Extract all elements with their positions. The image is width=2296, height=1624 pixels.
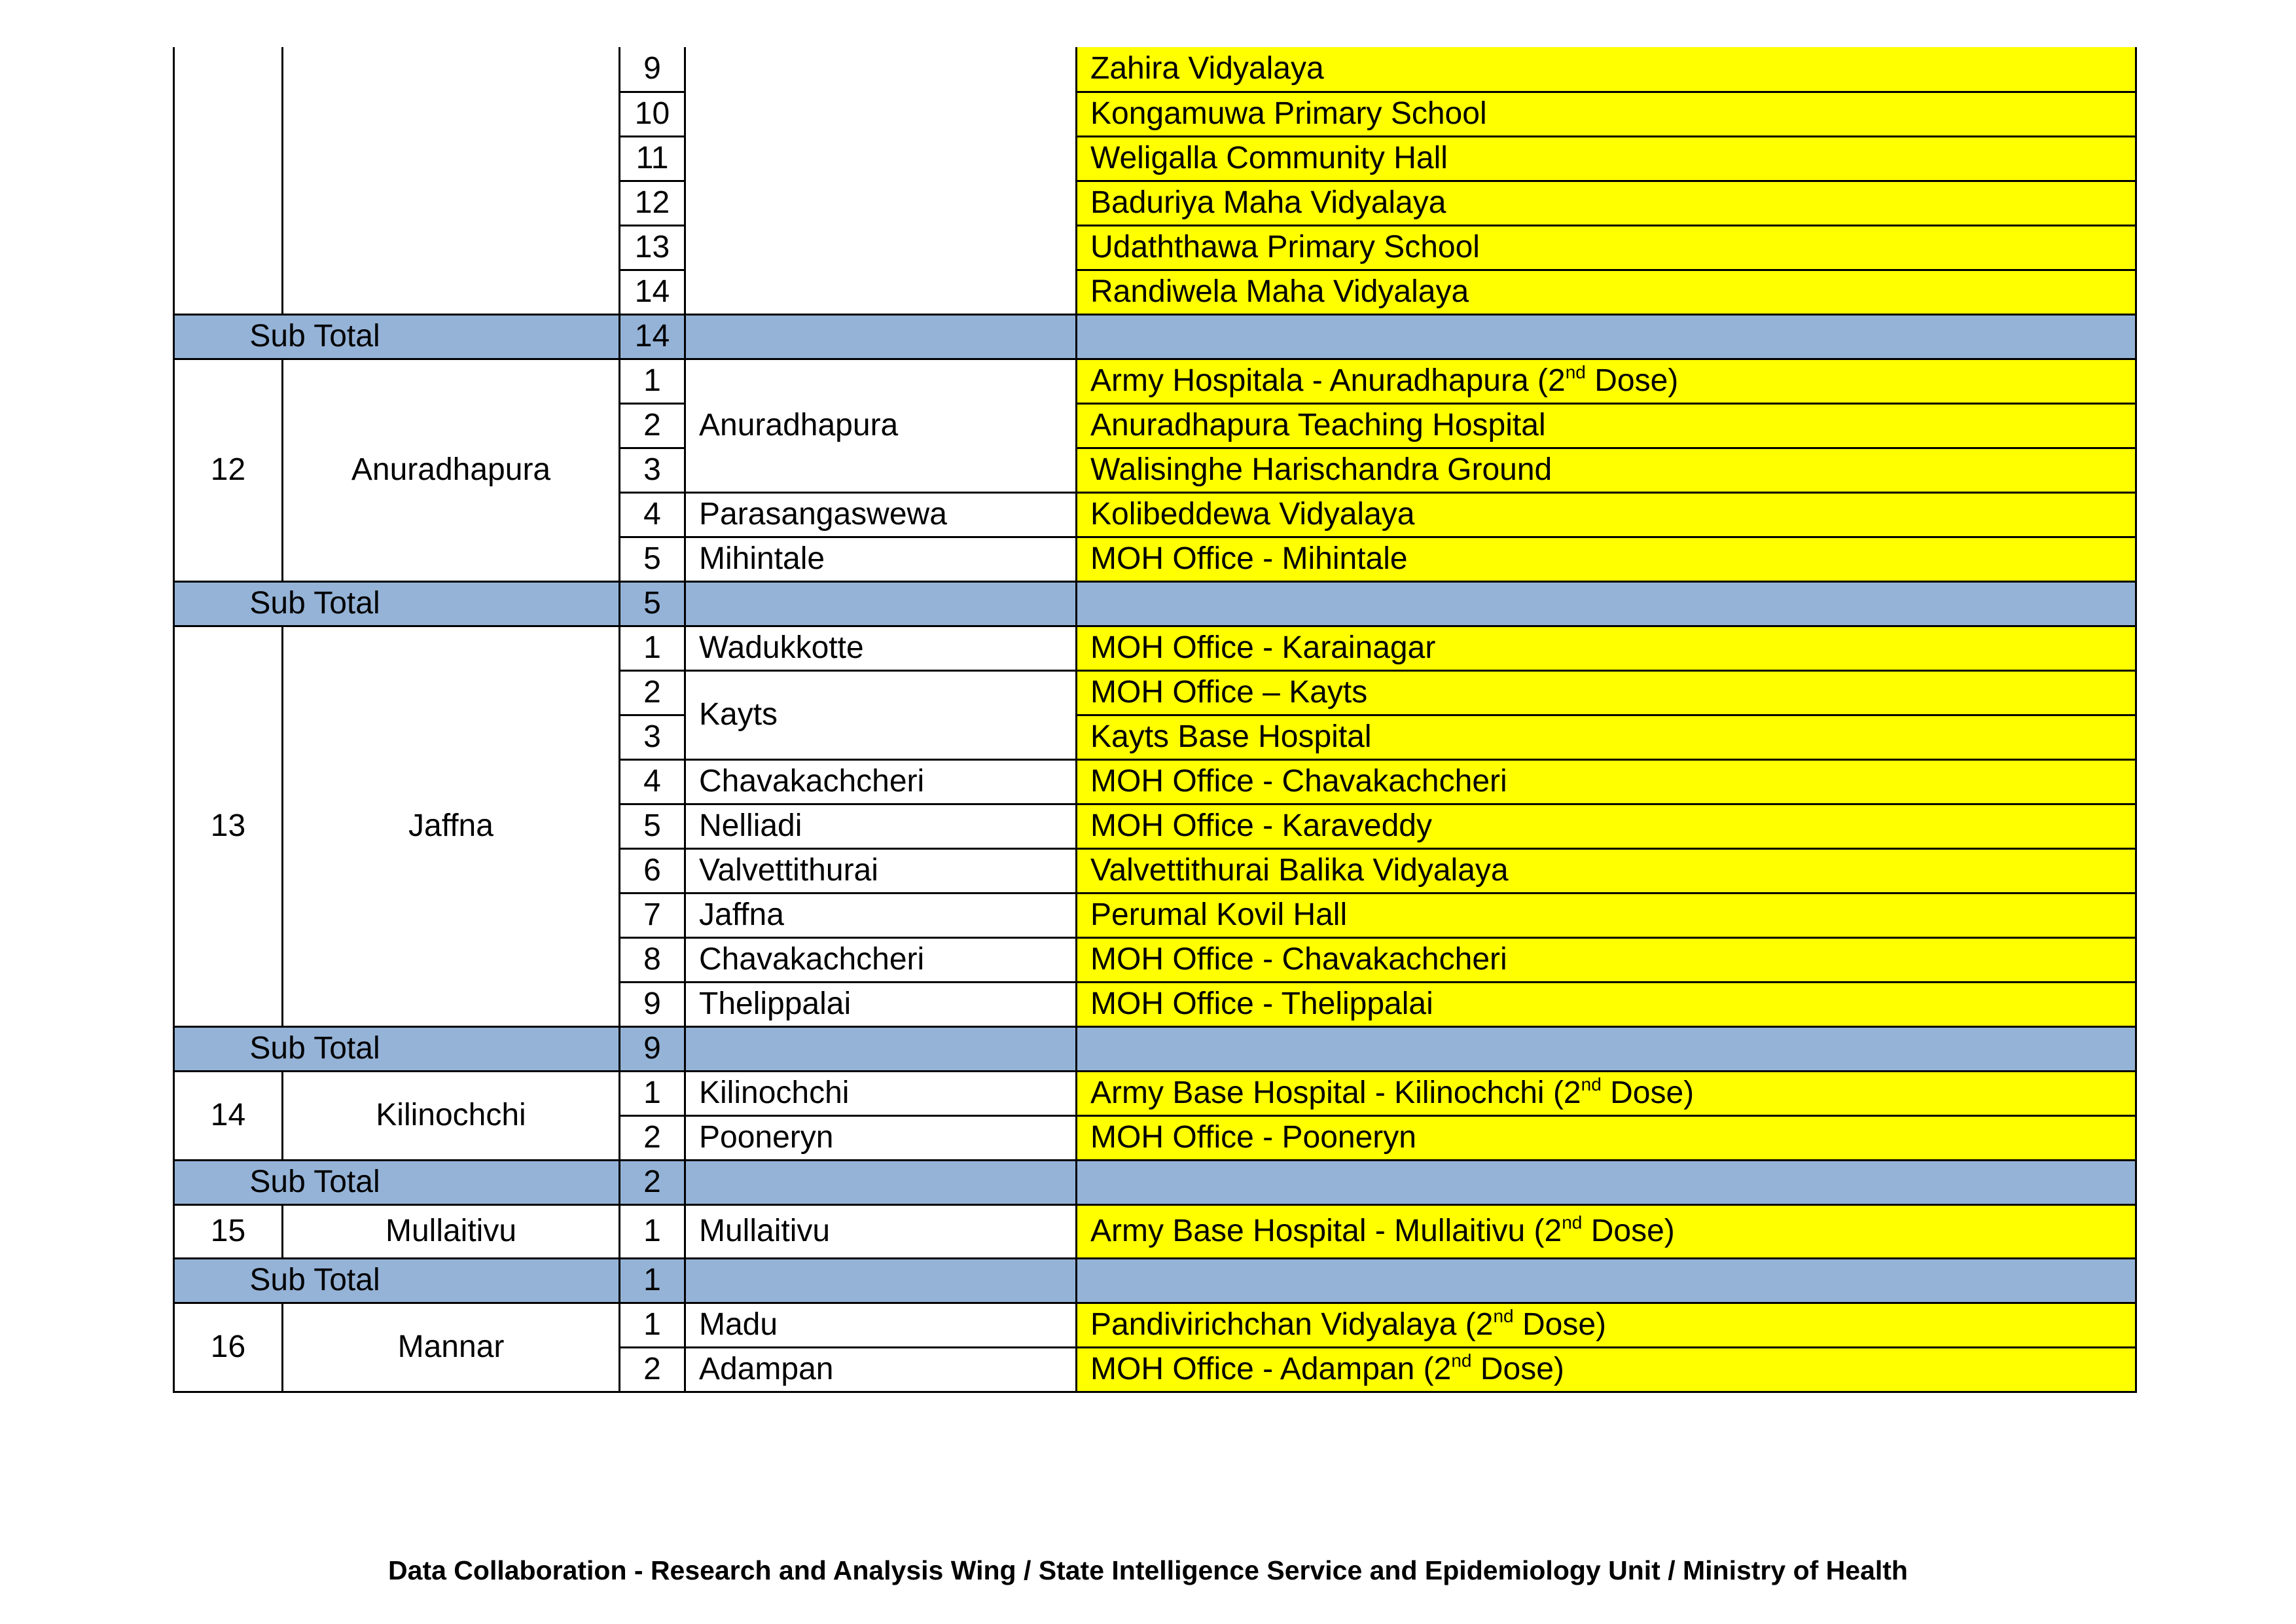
district-name: Jaffna xyxy=(283,626,620,1026)
location-cell: Kolibeddewa Vidyalaya xyxy=(1077,492,2136,537)
row-number: 10 xyxy=(620,92,685,136)
moh-area: Mihintale xyxy=(685,537,1077,581)
subtotal-row xyxy=(174,1026,2136,1071)
location-cell: Army Base Hospital - Mullaitivu (2nd Dose) xyxy=(1077,1204,2136,1258)
subtotal-value: 9 xyxy=(620,1026,685,1071)
district-name: Kilinochchi xyxy=(283,1071,620,1160)
location-cell: Pandivirichchan Vidyalaya (2nd Dose) xyxy=(1077,1303,2136,1347)
location-cell: Randiwela Maha Vidyalaya xyxy=(1077,270,2136,314)
moh-area: Adampan xyxy=(685,1347,1077,1392)
row-number: 3 xyxy=(620,448,685,492)
moh-area: Wadukkotte xyxy=(685,626,1077,670)
subtotal-value: 14 xyxy=(620,314,685,359)
location-cell: Kayts Base Hospital xyxy=(1077,715,2136,759)
row-number: 13 xyxy=(620,225,685,270)
location-cell: MOH Office - Karaveddy xyxy=(1077,804,2136,848)
subtotal-value: 5 xyxy=(620,581,685,626)
table-row xyxy=(174,359,2136,403)
subtotal-label: Sub Total xyxy=(174,1258,620,1303)
row-number: 7 xyxy=(620,893,685,937)
row-number: 1 xyxy=(620,1071,685,1115)
row-number: 2 xyxy=(620,1115,685,1160)
row-number: 12 xyxy=(620,181,685,225)
row-number: 3 xyxy=(620,715,685,759)
location-cell: Anuradhapura Teaching Hospital xyxy=(1077,403,2136,448)
moh-area: Valvettithurai xyxy=(685,848,1077,893)
moh-area: Parasangaswewa xyxy=(685,492,1077,537)
district-name: Mullaitivu xyxy=(283,1204,620,1258)
district-name: Mannar xyxy=(283,1303,620,1392)
location-cell: MOH Office - Chavakachcheri xyxy=(1077,759,2136,804)
table-row xyxy=(174,47,2136,92)
row-number: 9 xyxy=(620,47,685,92)
location-cell: MOH Office – Kayts xyxy=(1077,670,2136,715)
row-number: 2 xyxy=(620,1347,685,1392)
moh-area: Mullaitivu xyxy=(685,1204,1077,1258)
district-number: 13 xyxy=(174,626,283,1026)
row-number: 2 xyxy=(620,403,685,448)
district-number: 16 xyxy=(174,1303,283,1392)
subtotal-value: 2 xyxy=(620,1160,685,1204)
vaccination-centers-table xyxy=(173,47,2137,1393)
district-number: 14 xyxy=(174,1071,283,1160)
table-row xyxy=(174,1303,2136,1347)
district-number-cell xyxy=(174,47,283,314)
subtotal-label: Sub Total xyxy=(174,1160,620,1204)
row-number: 1 xyxy=(620,1204,685,1258)
subtotal-value: 1 xyxy=(620,1258,685,1303)
location-cell: Walisinghe Harischandra Ground xyxy=(1077,448,2136,492)
moh-area: Kilinochchi xyxy=(685,1071,1077,1115)
district-number: 15 xyxy=(174,1204,283,1258)
location-cell: MOH Office - Pooneryn xyxy=(1077,1115,2136,1160)
moh-area: Madu xyxy=(685,1303,1077,1347)
location-cell: MOH Office - Mihintale xyxy=(1077,537,2136,581)
location-cell: Zahira Vidyalaya xyxy=(1077,47,2136,92)
subtotal-row xyxy=(174,1160,2136,1204)
moh-area: Anuradhapura xyxy=(685,359,1077,492)
subtotal-label: Sub Total xyxy=(174,314,620,359)
subtotal-label: Sub Total xyxy=(174,1026,620,1071)
location-cell: Valvettithurai Balika Vidyalaya xyxy=(1077,848,2136,893)
row-number: 5 xyxy=(620,804,685,848)
row-number: 4 xyxy=(620,759,685,804)
subtotal-label: Sub Total xyxy=(174,581,620,626)
district-name-cell xyxy=(283,47,620,314)
location-cell: Army Hospitala - Anuradhapura (2nd Dose) xyxy=(1077,359,2136,403)
table-row xyxy=(174,1204,2136,1258)
location-cell: Army Base Hospital - Kilinochchi (2nd Dose) xyxy=(1077,1071,2136,1115)
moh-area: Jaffna xyxy=(685,893,1077,937)
row-number: 6 xyxy=(620,848,685,893)
row-number: 11 xyxy=(620,136,685,181)
moh-area: Chavakachcheri xyxy=(685,937,1077,982)
row-number: 1 xyxy=(620,1303,685,1347)
moh-area: Nelliadi xyxy=(685,804,1077,848)
moh-area: Kayts xyxy=(685,670,1077,759)
location-cell: Baduriya Maha Vidyalaya xyxy=(1077,181,2136,225)
row-number: 5 xyxy=(620,537,685,581)
location-cell: MOH Office - Adampan (2nd Dose) xyxy=(1077,1347,2136,1392)
location-cell: Kongamuwa Primary School xyxy=(1077,92,2136,136)
location-cell: MOH Office - Karainagar xyxy=(1077,626,2136,670)
page-footer: Data Collaboration - Research and Analysis Wing / State Intelligence Service and Epidemiology Unit / Ministry of Health xyxy=(388,1555,1908,1585)
location-cell: MOH Office - Chavakachcheri xyxy=(1077,937,2136,982)
row-number: 1 xyxy=(620,626,685,670)
row-number: 9 xyxy=(620,982,685,1026)
subtotal-row xyxy=(174,581,2136,626)
row-number: 8 xyxy=(620,937,685,982)
location-cell: Udaththawa Primary School xyxy=(1077,225,2136,270)
district-name: Anuradhapura xyxy=(283,359,620,581)
row-number: 14 xyxy=(620,270,685,314)
moh-area: Chavakachcheri xyxy=(685,759,1077,804)
location-cell: Perumal Kovil Hall xyxy=(1077,893,2136,937)
subtotal-row xyxy=(174,314,2136,359)
district-number: 12 xyxy=(174,359,283,581)
table-row xyxy=(174,1071,2136,1115)
location-cell: Weligalla Community Hall xyxy=(1077,136,2136,181)
moh-area: Pooneryn xyxy=(685,1115,1077,1160)
row-number: 4 xyxy=(620,492,685,537)
table-row xyxy=(174,626,2136,670)
location-cell: MOH Office - Thelippalai xyxy=(1077,982,2136,1026)
row-number: 2 xyxy=(620,670,685,715)
moh-area: Thelippalai xyxy=(685,982,1077,1026)
subtotal-row xyxy=(174,1258,2136,1303)
moh-area-cell xyxy=(685,47,1077,314)
row-number: 1 xyxy=(620,359,685,403)
